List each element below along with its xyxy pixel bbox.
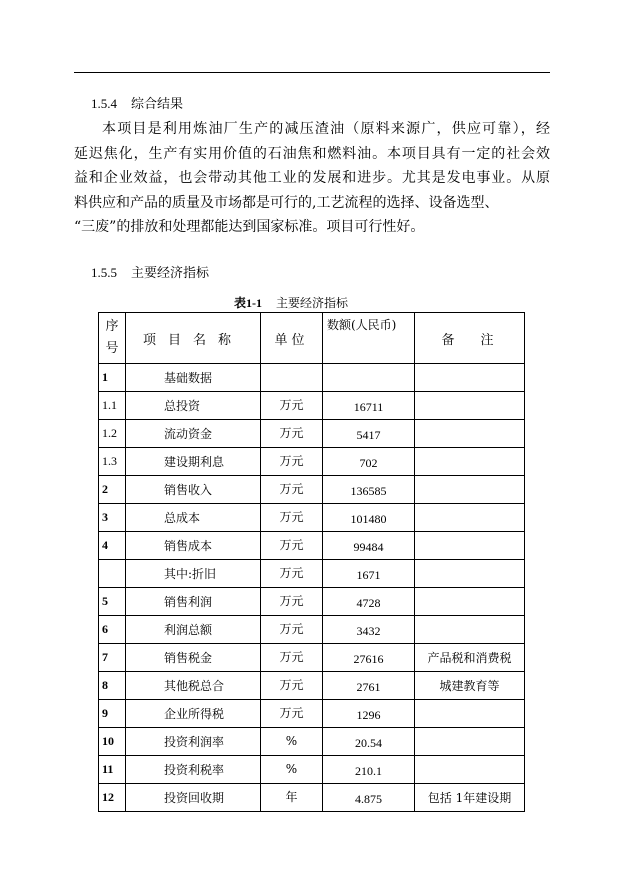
table-row: [99, 420, 525, 448]
table-caption-title: 主要经济指标: [276, 296, 349, 310]
row-unit: 年: [261, 784, 323, 812]
row-note: [415, 700, 525, 728]
row-note: [415, 616, 525, 644]
row-unit: 万元: [261, 700, 323, 728]
row-note: [415, 504, 525, 532]
row-seq: 1: [99, 364, 126, 392]
row-unit: 万元: [261, 532, 323, 560]
row-value: 4.875: [323, 784, 415, 812]
row-seq: 12: [99, 784, 126, 812]
table-caption: [234, 294, 348, 311]
header-rule: [74, 72, 550, 73]
row-item-name: 其中:折旧: [126, 560, 261, 588]
row-value: 101480: [323, 504, 415, 532]
row-seq: 3: [99, 504, 126, 532]
row-note: [415, 532, 525, 560]
header-note: 备注: [415, 313, 525, 364]
row-value: 4728: [323, 588, 415, 616]
row-seq: [99, 560, 126, 588]
table-caption-label: 表1-1: [234, 296, 262, 310]
row-note: [415, 560, 525, 588]
paragraph-line: 延迟焦化，生产有实用价值的石油焦和燃料油。本项目具有一定的社会效: [74, 145, 550, 162]
row-unit: [261, 364, 323, 392]
table-row: [99, 728, 525, 756]
row-unit: 万元: [261, 476, 323, 504]
row-item-name: 销售利润: [126, 588, 261, 616]
row-unit: 万元: [261, 560, 323, 588]
table-row: [99, 504, 525, 532]
row-seq: 11: [99, 756, 126, 784]
row-value: 136585: [323, 476, 415, 504]
paragraph-line: “三废”的排放和处理都能达到国家标准。项目可行性好。: [74, 219, 425, 236]
row-value: 702: [323, 448, 415, 476]
row-value: [323, 364, 415, 392]
row-value: 1671: [323, 560, 415, 588]
row-note: 包括 1年建设期: [415, 784, 525, 812]
section-title: 综合结果: [131, 97, 184, 112]
table-row: [99, 616, 525, 644]
row-value: 2761: [323, 672, 415, 700]
row-seq: 6: [99, 616, 126, 644]
row-unit: 万元: [261, 672, 323, 700]
results-paragraph: [74, 117, 550, 240]
row-item-name: 利润总额: [126, 616, 261, 644]
row-note: [415, 420, 525, 448]
row-item-name: 流动资金: [126, 420, 261, 448]
row-note: 城建教育等: [415, 672, 525, 700]
row-unit: %: [261, 728, 323, 756]
row-unit: 万元: [261, 644, 323, 672]
row-item-name: 投资回收期: [126, 784, 261, 812]
row-note: [415, 392, 525, 420]
row-value: 1296: [323, 700, 415, 728]
table-row: [99, 700, 525, 728]
row-unit: %: [261, 756, 323, 784]
row-unit: 万元: [261, 420, 323, 448]
header-seq: [99, 313, 126, 364]
table-row: [99, 532, 525, 560]
row-item-name: 其他税总合: [126, 672, 261, 700]
row-seq: 9: [99, 700, 126, 728]
section-heading-1-5-5: [91, 262, 209, 281]
row-unit: 万元: [261, 616, 323, 644]
row-note: 产品税和消费税: [415, 644, 525, 672]
table-row: [99, 644, 525, 672]
row-item-name: 基础数据: [126, 364, 261, 392]
section-heading-1-5-4: [91, 93, 183, 112]
header-amount: 数额(人民币): [323, 313, 415, 364]
header-seq-bottom: 号: [105, 341, 119, 356]
row-item-name: 销售收入: [126, 476, 261, 504]
table-header-row: [99, 313, 525, 364]
row-seq: 2: [99, 476, 126, 504]
row-value: 5417: [323, 420, 415, 448]
row-item-name: 总投资: [126, 392, 261, 420]
row-item-name: 销售成本: [126, 532, 261, 560]
table-row: [99, 364, 525, 392]
row-seq: 7: [99, 644, 126, 672]
row-note: [415, 756, 525, 784]
row-note: [415, 476, 525, 504]
row-seq: 4: [99, 532, 126, 560]
paragraph-line: 料供应和产品的质量及市场都是可行的,工艺流程的选择、设备选型、: [74, 194, 499, 211]
row-value: 16711: [323, 392, 415, 420]
row-value: 27616: [323, 644, 415, 672]
header-item-name: 项目名称: [126, 313, 261, 364]
table-row: [99, 588, 525, 616]
table-row: [99, 448, 525, 476]
paragraph-line: 本项目是利用炼油厂生产的减压渣油（原料来源广，供应可靠），经: [102, 121, 550, 137]
row-seq: 8: [99, 672, 126, 700]
row-seq: 1.3: [99, 448, 126, 476]
row-seq: 1.2: [99, 420, 126, 448]
row-note: [415, 588, 525, 616]
row-seq: 10: [99, 728, 126, 756]
row-unit: 万元: [261, 588, 323, 616]
table-row: [99, 784, 525, 812]
row-note: [415, 364, 525, 392]
row-value: 210.1: [323, 756, 415, 784]
table-row: [99, 560, 525, 588]
row-item-name: 企业所得税: [126, 700, 261, 728]
row-seq: 1.1: [99, 392, 126, 420]
row-unit: 万元: [261, 392, 323, 420]
row-item-name: 投资利润率: [126, 728, 261, 756]
row-value: 3432: [323, 616, 415, 644]
table-row: [99, 756, 525, 784]
table-row: [99, 392, 525, 420]
row-value: 99484: [323, 532, 415, 560]
header-seq-top: 序: [105, 319, 119, 334]
row-item-name: 销售税金: [126, 644, 261, 672]
row-item-name: 总成本: [126, 504, 261, 532]
table-row: [99, 476, 525, 504]
row-unit: 万元: [261, 448, 323, 476]
row-item-name: 投资利税率: [126, 756, 261, 784]
row-value: 20.54: [323, 728, 415, 756]
section-number: 1.5.5: [91, 265, 117, 280]
section-number: 1.5.4: [91, 96, 117, 111]
section-title: 主要经济指标: [131, 266, 210, 281]
header-unit: 单位: [261, 313, 323, 364]
economic-indicators-table: [98, 312, 525, 812]
row-note: [415, 728, 525, 756]
row-item-name: 建设期利息: [126, 448, 261, 476]
row-note: [415, 448, 525, 476]
row-unit: 万元: [261, 504, 323, 532]
row-seq: 5: [99, 588, 126, 616]
paragraph-line: 益和企业效益，也会带动其他工业的发展和进步。尤其是发电事业。从原: [74, 170, 550, 187]
table-row: [99, 672, 525, 700]
